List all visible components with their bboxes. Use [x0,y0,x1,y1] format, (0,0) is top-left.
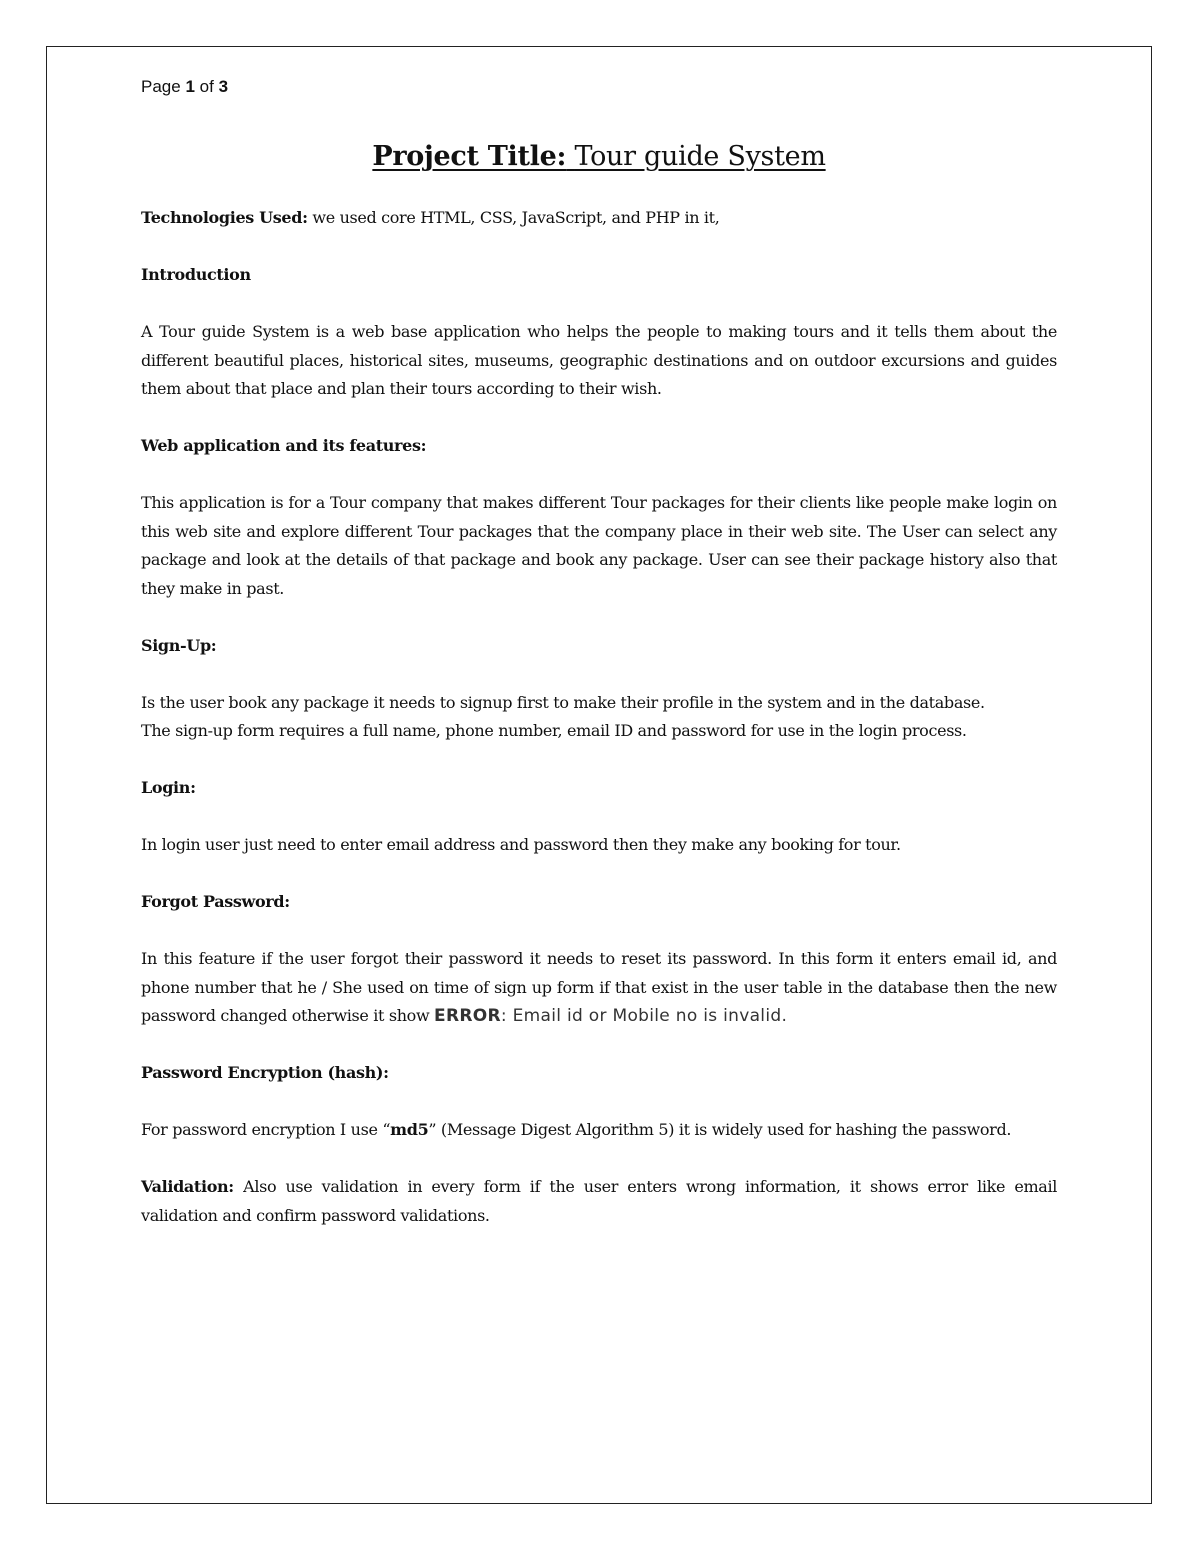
encryption-algorithm: md5 [390,1120,429,1139]
page-title [141,140,1057,174]
encryption-body [141,1116,1057,1145]
document-body [141,72,1057,1230]
technologies-label: Technologies Used: [141,208,308,227]
title-label: Project Title: [372,141,567,172]
error-code: ERROR [434,1006,501,1026]
encryption-text-after: ” (Message Digest Algorithm 5) it is widely used for hashing the password. [428,1120,1012,1139]
login-heading: Login: [141,778,196,797]
page-number-total: 3 [218,77,229,96]
validation-label: Validation: [141,1177,234,1196]
encryption-heading: Password Encryption (hash): [141,1063,389,1082]
signup-body-1: Is the user book any package it needs to signup first to make their profile in the system and in the database. [141,692,985,712]
encryption-text-before: For password encryption I use “ [141,1120,391,1139]
page-number-current: 1 [185,77,195,96]
login-body: In login user just need to enter email address and password then they make any booking for tour. [141,835,901,854]
title-text: Tour guide System [574,141,826,172]
page-number-separator: of [199,77,214,96]
forgot-password-body [141,945,1057,1031]
validation-paragraph [141,1173,1057,1230]
introduction-heading: Introduction [141,265,251,284]
page-number [141,72,1057,102]
forgot-password-heading: Forgot Password: [141,892,290,911]
features-body: This application is for a Tour company that makes different Tour packages for their clients like people make login on this web site and explore different Tour packages that the company place in their web site. The User can select any package and look at the details of that package and book any package. User can see their package history also that they make in past. [141,493,1057,598]
introduction-body: A Tour guide System is a web base application who helps the people to making tours and it tells them about the different beautiful places, historical sites, museums, geographic destinations and on outdoor excursions and guides them about that place and plan their tours according to their wish. [141,322,1057,398]
technologies-paragraph [141,204,1057,233]
signup-heading: Sign-Up: [141,635,217,655]
signup-body-2: The sign-up form requires a full name, phone number, email ID and password for use in the login process. [141,721,967,740]
validation-text: Also use validation in every form if the user enters wrong information, it shows error like email validation and confirm password validations. [141,1177,1057,1225]
technologies-text: we used core HTML, CSS, JavaScript, and PHP in it, [312,208,720,227]
features-heading: Web application and its features: [141,436,427,455]
error-message: : Email id or Mobile no is invalid. [500,1006,788,1026]
page-number-prefix: Page [141,77,181,96]
forgot-password-text: In this feature if the user forgot their password it needs to reset its password. In this form it enters email id, and phone number that he / She used on time of sign up form if that exist in the user table in the database then the new password changed otherwise it show [141,949,1057,1025]
